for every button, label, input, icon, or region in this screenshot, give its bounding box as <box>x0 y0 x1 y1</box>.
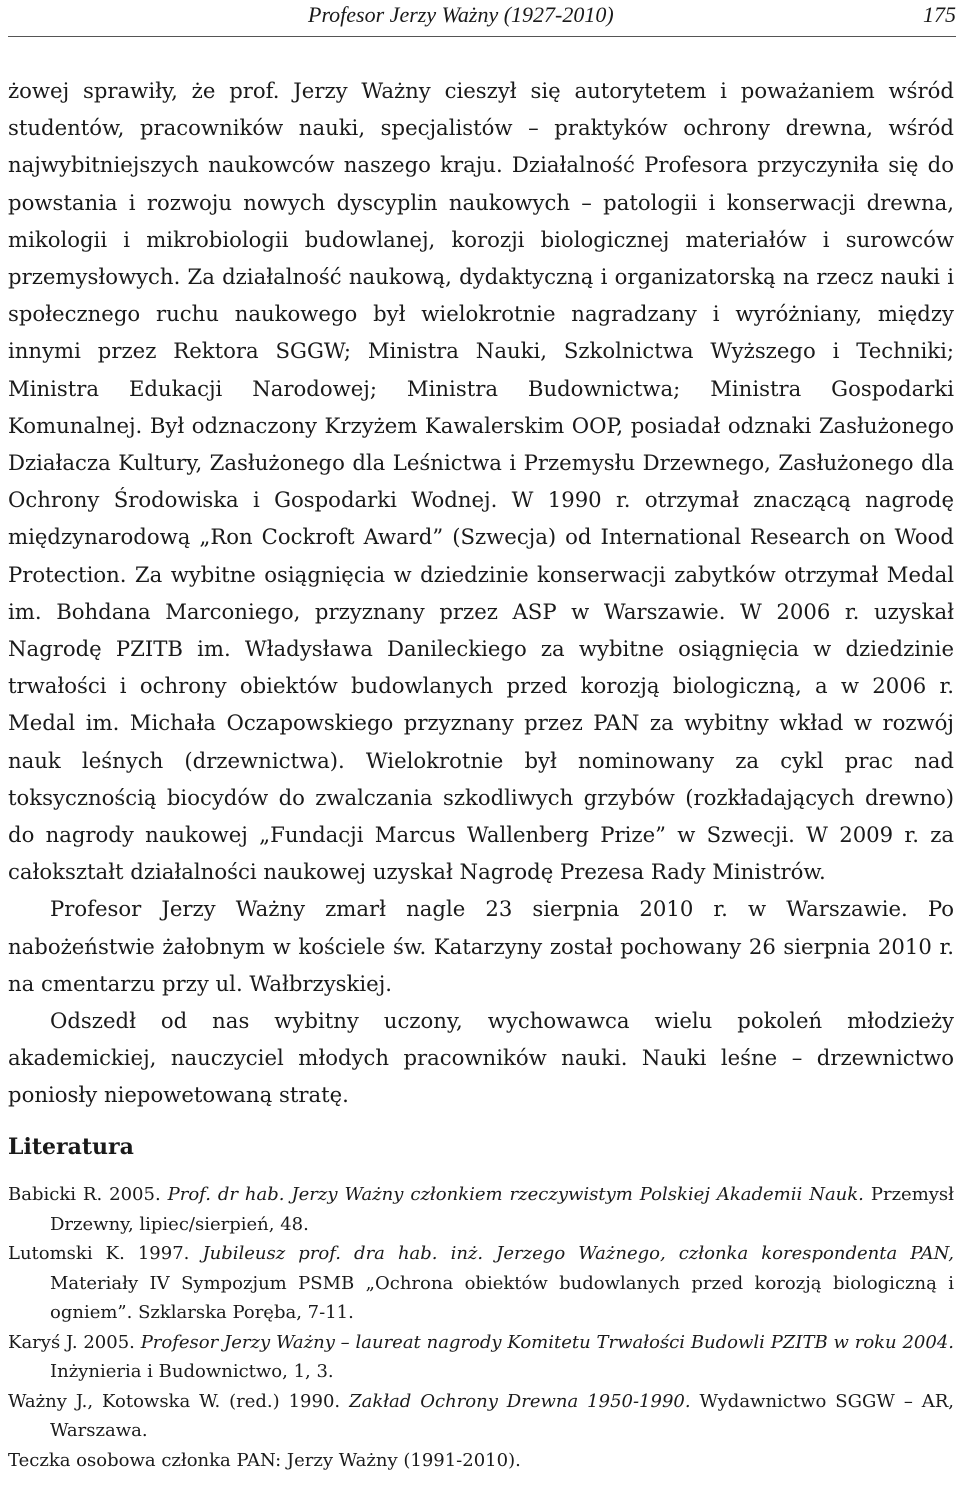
reference-author: Karyś J. 2005. <box>8 1331 141 1353</box>
reference-item <box>8 1180 954 1239</box>
paragraph-3: Odszedł od nas wybitny uczony, wychowawca wielu pokoleń młodzieży akademickiej, nauczyciel młodych pracowników nauki. Nauki leśne – drzewnictwo poniosły niepowetowaną stratę. <box>8 1008 954 1108</box>
reference-item <box>8 1446 954 1476</box>
reference-title: Profesor Jerzy Ważny – laureat nagrody Komitetu Trwałości Budowli PZITB w roku 2004. <box>140 1331 954 1353</box>
reference-source: Inżynieria i Budownictwo, 1, 3. <box>50 1361 334 1382</box>
literature-heading: Literatura <box>8 1134 134 1160</box>
reference-item <box>8 1387 954 1446</box>
reference-title: Jubileusz prof. dra hab. inż. Jerzego Ważnego, członka korespondenta PAN, <box>202 1243 954 1264</box>
page-number: 175 <box>923 2 956 27</box>
paragraph-1: żowej sprawiły, że prof. Jerzy Ważny cieszył się autorytetem i poważaniem wśród studentów, pracowników nauki, specjalistów – praktyków ochrony drewna, wśród najwybitniejszych naukowców naszego kraju. Działalność Profesora przyczyniła się do powstania i rozwoju nowych dyscyplin naukowych – patologii i konserwacji drewna, mikologii i mikrobiologii budowlanej, korozji biologicznej materiałów i surowców przemysłowych. Za działalność naukową, dydaktyczną i organizatorską na rzecz nauki i społecznego ruchu naukowego był wielokrotnie nagradzany i wyróżniany, między innymi przez Rektora SGGW; Ministra Nauki, Szkolnictwa Wyższego i Techniki; Ministra Edukacji Narodowej; Ministra Budownictwa; Ministra Gospodarki Komunalnej. Był odznaczony Krzyżem Kawalerskim OOP, posiadał odznaki Zasłużonego Działacza Kultury, Zasłużonego dla Leśnictwa i Przemysłu Drzewnego, Zasłużonego dla Ochrony Środowiska i Gospodarki Wodnej. W 1990 r. otrzymał znaczącą nagrodę międzynarodową „Ron Cockroft Award” (Szwecja) od International Research on Wood Protection. Za wybitne osiągnięcia w dziedzinie konserwacji zabytków otrzymał Medal im. Bohdana Marconiego, przyznany przez ASP w Warszawie. W 2006 r. uzyskał Nagrodę PZITB im. Władysława Danileckiego za wybitne osiągnięcia w dziedzinie trwałości i ochrony obiektów budowlanych przed korozją biologiczną, a w 2006 r. Medal im. Michała Oczapowskiego przyznany przez PAN za wybitny wkład w rozwój nauk leśnych (drzewnictwa). Wielokrotnie był nominowany za cykl prac nad toksycznością biocydów do zwalczania szkodliwych grzybów (rozkładających drewno) do nagrody naukowej „Fundacji Marcus Wallenberg Prize” w Szwecji. W 2009 r. za całokształt działalności naukowej uzyskał Nagrodę Prezesa Rady Ministrów. <box>8 78 954 885</box>
paragraph-2: Profesor Jerzy Ważny zmarł nagle 23 sierpnia 2010 r. w Warszawie. Po nabożeństwie żałobnym w kościele św. Katarzyny został pochowany 26 sierpnia 2010 r. na cmentarzu przy ul. Wałbrzyskiej. <box>8 896 954 996</box>
reference-title: Zakład Ochrony Drewna 1950-1990. <box>349 1390 691 1412</box>
reference-title: Prof. dr hab. Jerzy Ważny członkiem rzeczywistym Polskiej Akademii Nauk. <box>167 1184 864 1205</box>
reference-item <box>8 1328 954 1387</box>
reference-source: Wydawnictwo SGGW – AR, Warszawa. <box>50 1390 955 1441</box>
running-title: Profesor Jerzy Ważny (1927-2010) <box>308 2 614 27</box>
reference-author: Babicki R. 2005. <box>8 1184 168 1205</box>
body-text <box>8 72 954 1114</box>
reference-author: Ważny J., Kotowska W. (red.) 1990. <box>8 1390 350 1412</box>
running-header <box>8 0 956 37</box>
reference-item <box>8 1239 954 1328</box>
reference-source: Materiały IV Sympozjum PSMB „Ochrona obiektów budowlanych przed korozją biologiczną i ogniem”. Szklarska Poręba, 7-11. <box>50 1272 954 1323</box>
reference-source: Przemysł Drzewny, lipiec/sierpień, 48. <box>50 1184 955 1235</box>
reference-list <box>8 1180 954 1475</box>
reference-author: Lutomski K. 1997. <box>8 1243 203 1264</box>
reference-author: Teczka osobowa członka PAN: Jerzy Ważny (1991-2010). <box>8 1449 521 1471</box>
